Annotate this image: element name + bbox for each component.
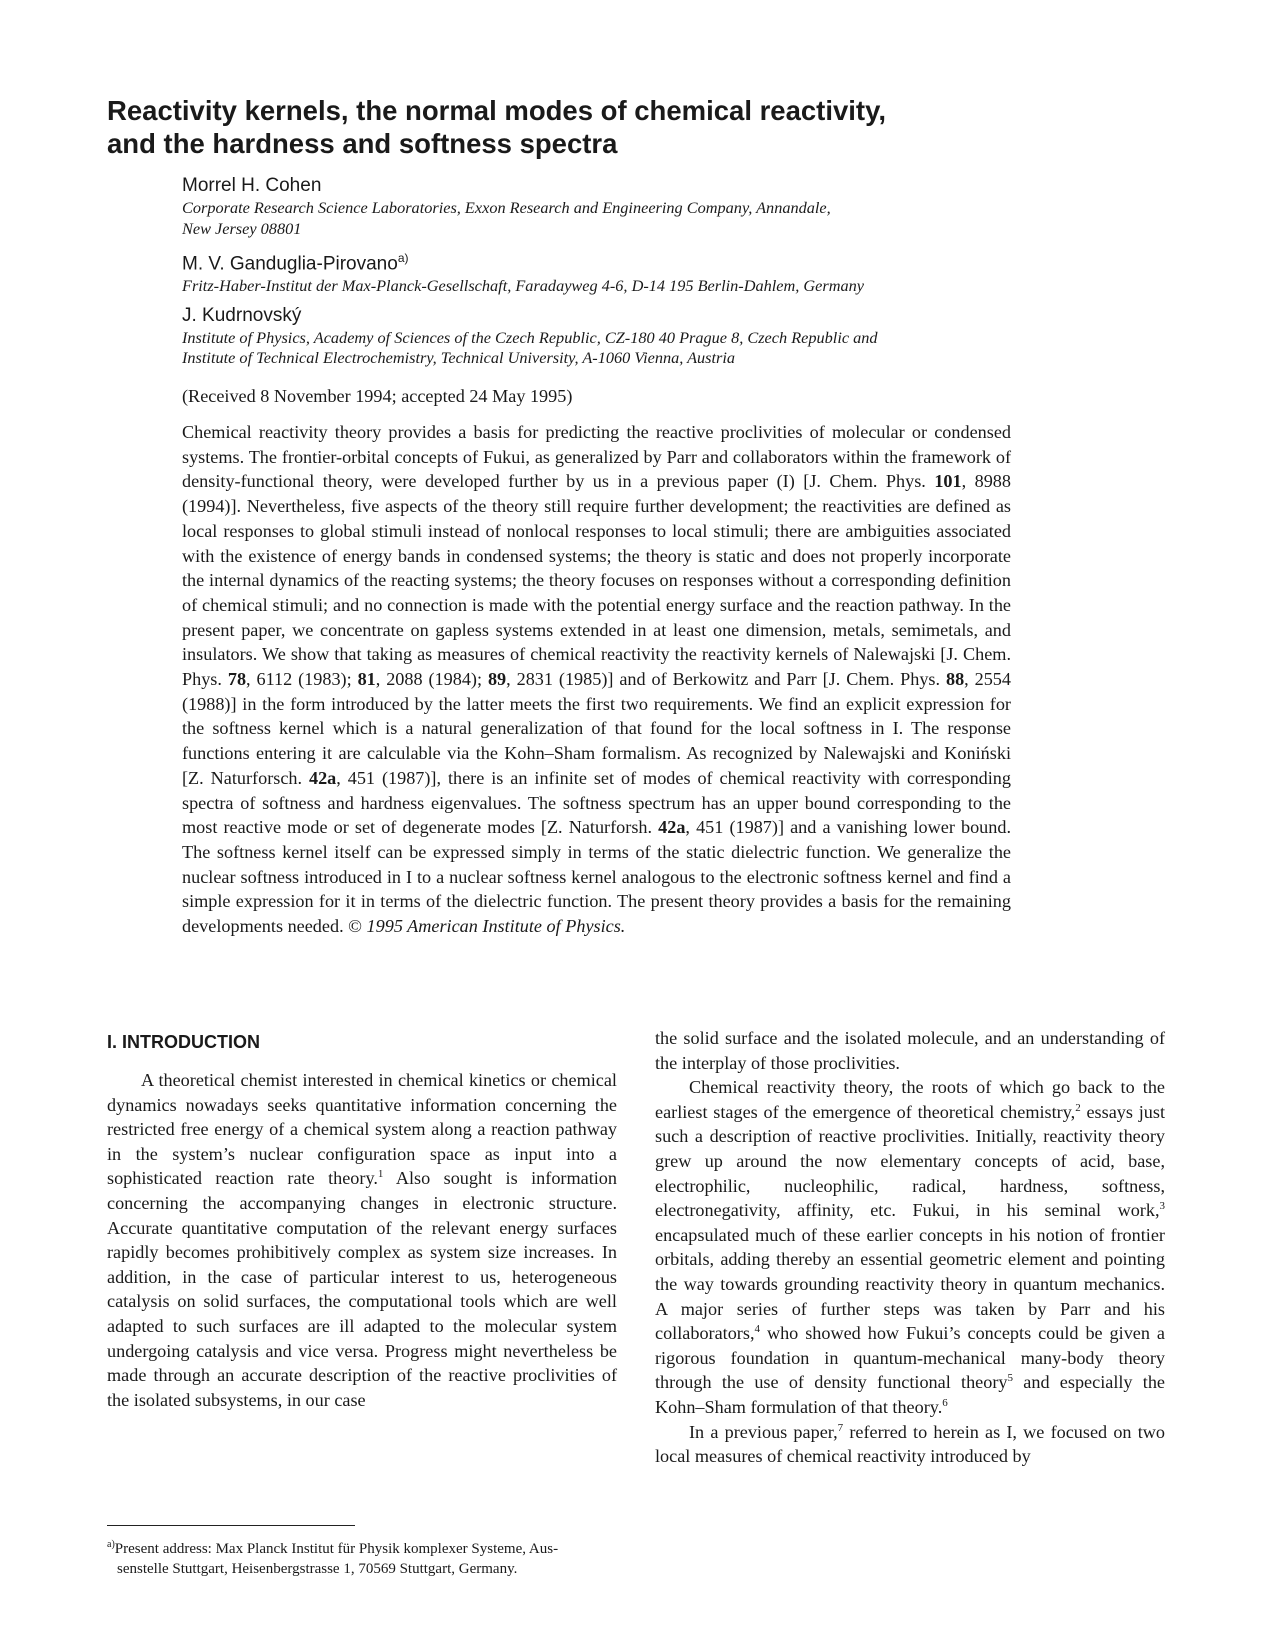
received-dates: (Received 8 November 1994; accepted 24 May 1995)	[182, 386, 573, 406]
author-affiliation: Institute of Physics, Academy of Sciences of the Czech Republic, CZ-180 40 Prague 8, Czech Republic and Institute of Technical Electrochemistry, Technical University, A-1060 Vienna, Austria	[182, 327, 878, 368]
author-name: J. Kudrnovský	[182, 304, 302, 326]
author-block	[182, 304, 1062, 369]
title-line-2: and the hardness and softness spectra	[107, 128, 618, 159]
copyright-symbol: ©	[348, 916, 362, 937]
reference-mark[interactable]: 3	[1159, 1200, 1165, 1213]
paragraph-continuation: the solid surface and the isolated molecule, and an understanding of the interplay of those proclivities.	[655, 1028, 1165, 1073]
footnote-divider	[107, 1525, 355, 1526]
author-block	[182, 246, 1062, 297]
intro-paragraph: A theoretical chemist interested in chemical kinetics or chemical dynamics nowadays seeks quantitative information concerning the restricted free energy of a chemical system along a reaction pathway in the system’s nuclear configuration space as input into a sophisticated reaction rate theory.$^1$ Also sought is information concerning the accompanying changes in electronic structure. Accurate quantitative computation of the relevant energy surfaces rapidly becomes prohibitively complex as system size increases. In addition, in the case of particular interest to us, heterogeneous catalysis on solid surfaces, the computational tools which are well adapted to such surfaces are ill adapted to the molecular system undergoing catalysis and vice versa. Progress might nevertheless be made through an accurate description of the reactive proclivities of the isolated subsystems, in our case	[107, 1070, 617, 1410]
author-block	[182, 174, 1062, 239]
author-name: M. V. Ganduglia-Pirovano$^{a)}$	[182, 251, 409, 275]
section-heading: I. INTRODUCTION	[107, 1032, 260, 1052]
paragraph: In a previous paper,$^7$ referred to herein as I, we focused on two local measures of chemical reactivity introduced by	[655, 1421, 1165, 1467]
reference-mark[interactable]: 4	[754, 1323, 760, 1336]
reference-mark[interactable]: 2	[1075, 1101, 1081, 1114]
title-line-1: Reactivity kernels, the normal modes of chemical reactivity,	[107, 95, 886, 126]
reference-mark[interactable]: 7	[837, 1421, 844, 1434]
copyright-notice: 1995 American Institute of Physics.	[362, 916, 626, 937]
author-footnote-mark: a)	[397, 251, 409, 265]
left-column	[107, 1030, 617, 1412]
reference-mark[interactable]: 6	[942, 1396, 948, 1409]
reference-mark[interactable]: 1	[377, 1168, 384, 1181]
abstract: Chemical reactivity theory provides a basis for predicting the reactive proclivities of molecular or condensed systems. The frontier-orbital concepts of Fukui, as generalized by Parr and collaborators within the framework of density-functional theory, were developed further by us in a previous paper (I) [J. Chem. Phys. 101, 8988 (1994)]. Nevertheless, five aspects of the theory still require further development; the reactivities are defined as local responses to global stimuli instead of nonlocal responses to local stimuli; there are ambiguities associated with the existence of energy bands in condensed systems; the theory is static and does not properly incorporate the internal dynamics of the reacting systems; the theory focuses on responses without a corresponding definition of chemical stimuli; and no connection is made with the potential energy surface and the reaction pathway. In the present paper, we concentrate on gapless systems extended in at least one dimension, metals, semimetals, and insulators. We show that taking as measures of chemical reactivity the reactivity kernels of Nalewajski [J. Chem. Phys. 78, 6112 (1983); 81, 2088 (1984); 89, 2831 (1985)] and of Berkowitz and Parr [J. Chem. Phys. 88, 2554 (1988)] in the form introduced by the latter meets the first two requirements. We find an explicit expression for the softness kernel which is a natural generalization of that found for the local softness in I. The response functions entering it are calculable via the Kohn–Sham formalism. As recognized by Nalewajski and Koniński [Z. Naturforsch. 42a, 451 (1987)], there is an infinite set of modes of chemical reactivity with corresponding spectra of softness and hardness eigenvalues. The softness spectrum has an upper bound corresponding to the most reactive mode or set of degenerate modes [Z. Naturforsh. 42a, 451 (1987)] and a vanishing lower bound. The softness kernel itself can be expressed simply in terms of the static dielectric function. We generalize the nuclear softness introduced in I to a nuclear softness kernel analogous to the electronic softness kernel and find a simple expression for it in terms of the dielectric function. The present theory provides a basis for the remaining developments needed. © 1995 American Institute of Physics.	[182, 422, 1011, 937]
reference-mark[interactable]: 5	[1007, 1372, 1014, 1385]
author-affiliation: Fritz-Haber-Institut der Max-Planck-Gesellschaft, Faradayweg 4-6, D-14 195 Berlin-Dahlem, Germany	[182, 276, 864, 296]
footnote: $^{a)}$Present address: Max Planck Institut für Physik komplexer Systeme, Aus- senstelle Stuttgart, Heisenbergstrasse 1, 70569 Stuttgart, Germany.	[107, 1539, 559, 1577]
author-affiliation: Corporate Research Science Laboratories, Exxon Research and Engineering Company, Annandale, New Jersey 08801	[182, 198, 831, 238]
author-list	[182, 174, 1062, 376]
paper-title	[107, 94, 1107, 160]
right-column	[655, 1026, 1165, 1469]
paragraph: Chemical reactivity theory, the roots of which go back to the earliest stages of the emergence of theoretical chemistry,$^2$ essays just such a description of reactive proclivities. Initially, reactivity theory grew up around the now elementary concepts of acid, base, electrophilic, nucleophilic, radical, hardness, softness, electronegativity, affinity, etc. Fukui, in his seminal work,$^3$ encapsulated much of these earlier concepts in his notion of frontier orbitals, adding thereby an essential geometric element and pointing the way towards grounding reactivity theory in quantum mechanics. A major series of further steps was taken by Parr and his collaborators,$^4$ who showed how Fukui’s concepts could be given a rigorous foundation in quantum-mechanical many-body theory through the use of density functional theory$^5$ and especially the Kohn–Sham formulation of that theory.$^6$	[655, 1077, 1166, 1417]
footnote-mark: a)	[107, 1539, 115, 1550]
author-name: Morrel H. Cohen	[182, 175, 322, 196]
